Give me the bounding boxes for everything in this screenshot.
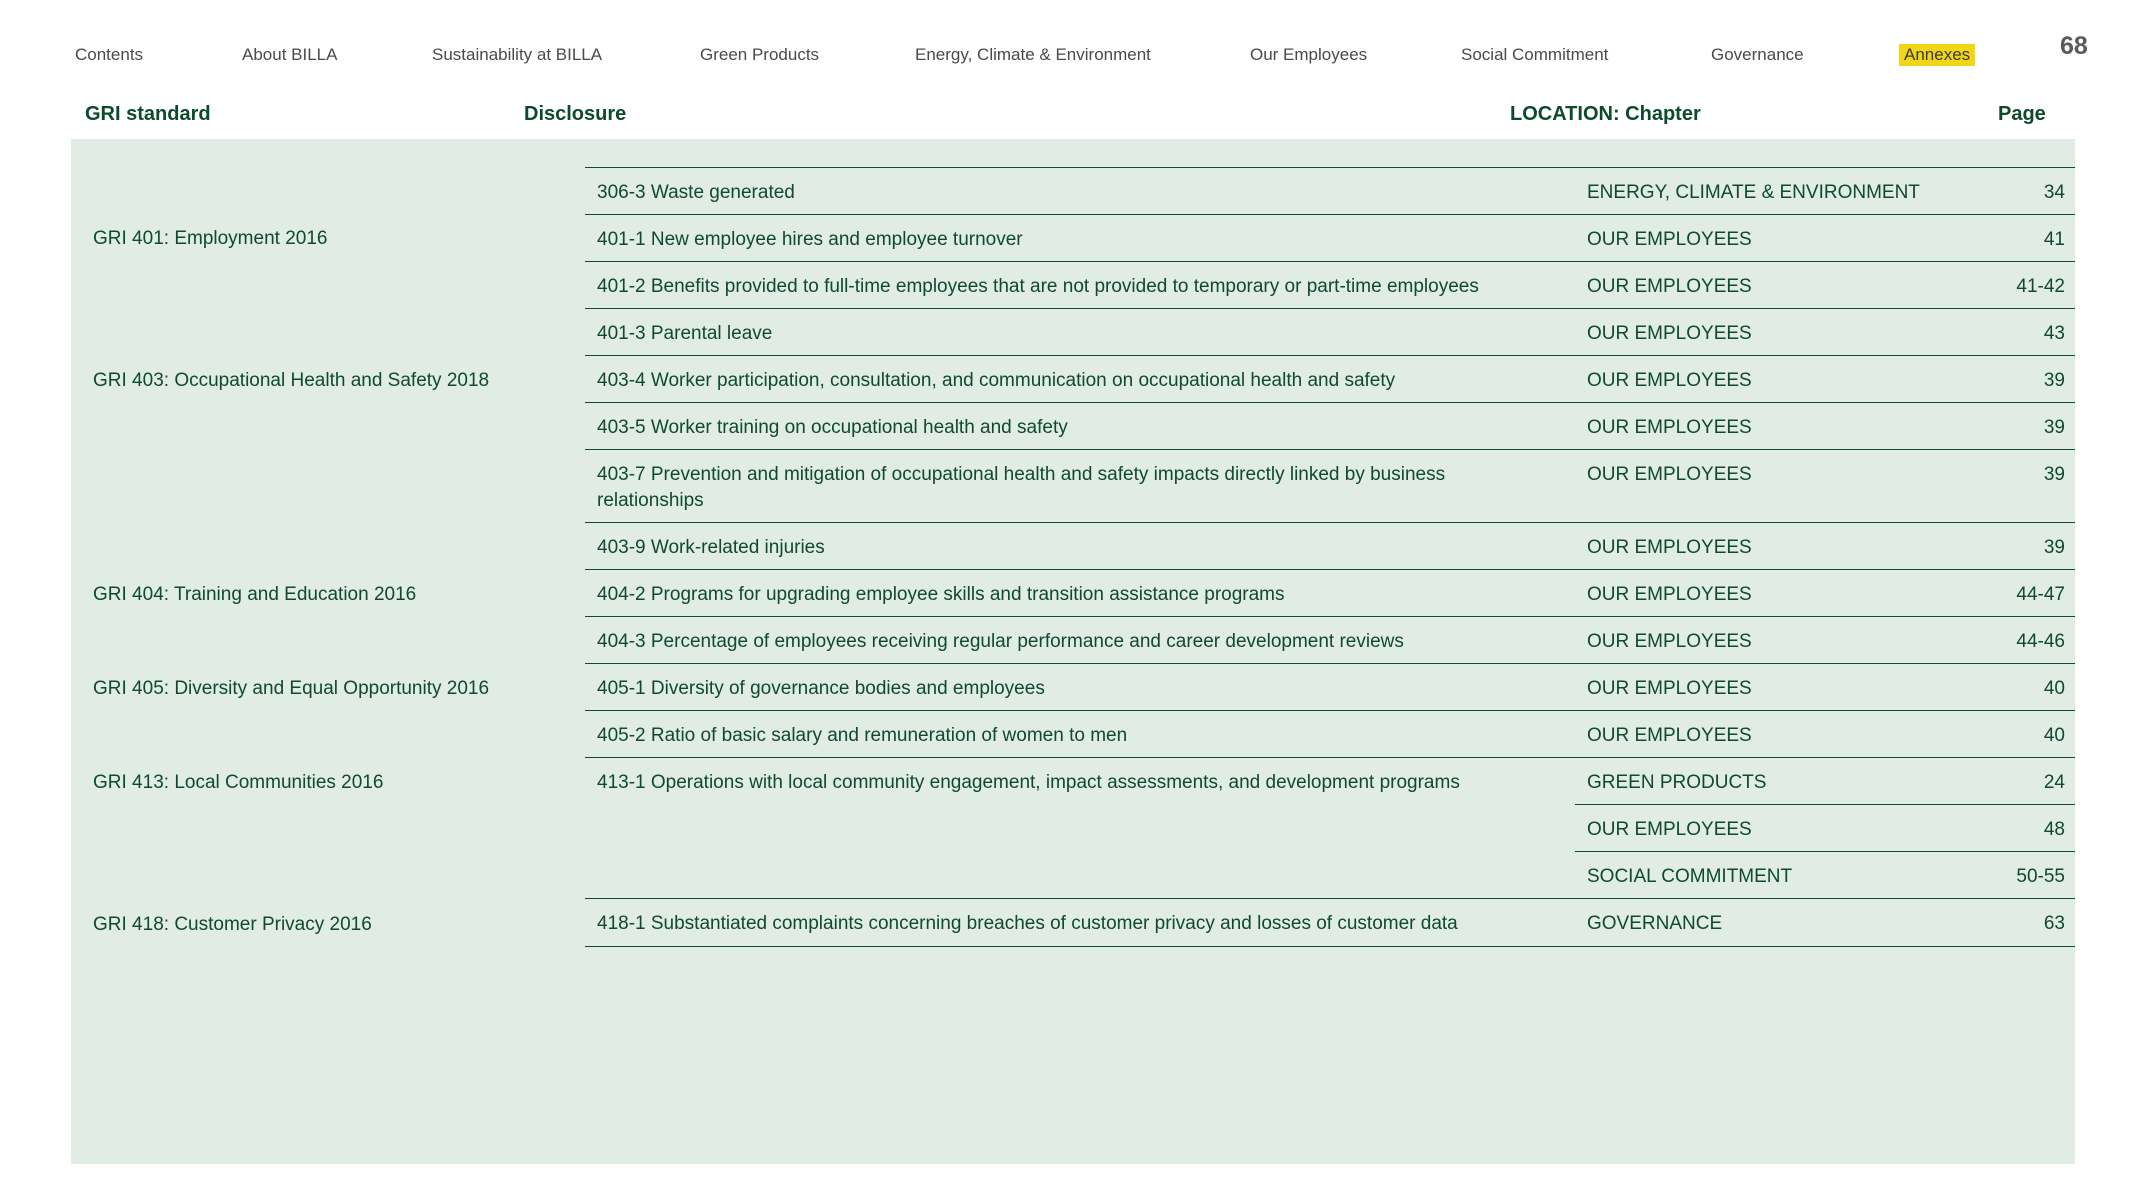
disclosure-cell: 403-4 Worker participation, consultation, and communication on occupational health and safety [597, 370, 1396, 391]
table-row [585, 898, 2075, 947]
page-cell: 24 [2043, 772, 2065, 793]
nav-sustainability[interactable]: Sustainability at BILLA [432, 45, 603, 64]
disclosure-cell: 306-3 Waste generated [597, 182, 795, 203]
nav-about-billa[interactable]: About BILLA [242, 45, 338, 64]
page-cell: 63 [2043, 913, 2065, 934]
chapter-cell: OUR EMPLOYEES [1587, 584, 1752, 605]
table-row [585, 402, 2075, 450]
disclosure-cell: 413-1 Operations with local community engagement, impact assessments, and development programs [597, 772, 1460, 793]
page-cell: 34 [2043, 182, 2065, 203]
page-cell: 39 [2043, 464, 2065, 485]
gri-standard-label: GRI 418: Customer Privacy 2016 [93, 914, 372, 935]
disclosure-cell: 404-2 Programs for upgrading employee skills and transition assistance programs [597, 584, 1285, 605]
nav-energy-climate-environment[interactable]: Energy, Climate & Environment [915, 45, 1151, 64]
chapter-cell: SOCIAL COMMITMENT [1587, 866, 1793, 887]
chapter-cell: OUR EMPLOYEES [1587, 537, 1752, 558]
nav-annexes[interactable]: Annexes [1899, 44, 1975, 66]
chapter-cell: OUR EMPLOYEES [1587, 370, 1752, 391]
table-row [585, 710, 2075, 758]
header-location-chapter: LOCATION: Chapter [1510, 103, 1701, 125]
gri-standard-label: GRI 413: Local Communities 2016 [93, 772, 384, 793]
header-disclosure: Disclosure [524, 103, 627, 125]
page-cell: 44-46 [2016, 631, 2065, 652]
disclosure-cell: 405-1 Diversity of governance bodies and employees [597, 678, 1045, 699]
header-page: Page [1998, 103, 2046, 125]
disclosure-cell: 403-5 Worker training on occupational health and safety [597, 417, 1068, 438]
chapter-cell: GOVERNANCE [1587, 913, 1723, 934]
disclosure-cell: 418-1 Substantiated complaints concerning breaches of customer privacy and losses of customer data [597, 913, 1458, 934]
chapter-cell: OUR EMPLOYEES [1587, 323, 1752, 344]
disclosure-cell: 403-9 Work-related injuries [597, 537, 825, 558]
chapter-cell: OUR EMPLOYEES [1587, 725, 1752, 746]
table-row [585, 449, 2075, 523]
chapter-cell: OUR EMPLOYEES [1587, 229, 1752, 250]
table-subrow [1575, 804, 2075, 852]
table-subrow [1575, 851, 2075, 899]
top-navigation [75, 44, 2133, 66]
page-cell: 41-42 [2016, 276, 2065, 297]
nav-our-employees[interactable]: Our Employees [1250, 45, 1368, 64]
table-row [585, 616, 2075, 664]
page-cell: 41 [2043, 229, 2065, 250]
disclosure-cell: 401-2 Benefits provided to full-time employees that are not provided to temporary or part-time employees [597, 276, 1479, 297]
page-cell: 40 [2043, 725, 2065, 746]
page-cell: 44-47 [2016, 584, 2065, 605]
chapter-cell: GREEN PRODUCTS [1587, 772, 1767, 793]
table-row [585, 569, 2075, 617]
disclosure-cell: 404-3 Percentage of employees receiving regular performance and career development reviews [597, 631, 1404, 652]
nav-social-commitment[interactable]: Social Commitment [1461, 45, 1609, 64]
page-number: 68 [2060, 32, 2088, 60]
chapter-cell: OUR EMPLOYEES [1587, 631, 1752, 652]
page-cell: 39 [2043, 370, 2065, 391]
table-row [585, 522, 2075, 570]
table-row [585, 757, 2075, 899]
gri-standard-label: GRI 405: Diversity and Equal Opportunity 2016 [93, 678, 490, 699]
disclosure-cell: 403-7 Prevention and mitigation of occupational health and safety impacts directly linked by business relationships [597, 464, 1446, 511]
table-row [585, 214, 2075, 262]
disclosure-cell: 405-2 Ratio of basic salary and remuneration of women to men [597, 725, 1128, 746]
page-cell: 39 [2043, 537, 2065, 558]
gri-standard-label: GRI 404: Training and Education 2016 [93, 584, 417, 605]
page-cell: 48 [2043, 819, 2065, 840]
disclosure-cell: 401-3 Parental leave [597, 323, 773, 344]
chapter-cell: OUR EMPLOYEES [1587, 819, 1752, 840]
chapter-cell: OUR EMPLOYEES [1587, 464, 1752, 485]
table-row [585, 308, 2075, 356]
chapter-cell: OUR EMPLOYEES [1587, 417, 1752, 438]
nav-contents[interactable]: Contents [75, 45, 144, 64]
table-row [585, 355, 2075, 403]
gri-standard-label: GRI 403: Occupational Health and Safety 2018 [93, 370, 490, 391]
nav-governance[interactable]: Governance [1711, 45, 1804, 64]
nav-green-products[interactable]: Green Products [700, 45, 820, 64]
table-row [585, 261, 2075, 309]
chapter-cell: ENERGY, CLIMATE & ENVIRONMENT [1587, 182, 1920, 203]
page-cell: 50-55 [2016, 866, 2065, 887]
chapter-cell: OUR EMPLOYEES [1587, 678, 1752, 699]
gri-index-table [71, 139, 2075, 1164]
page-cell: 43 [2043, 323, 2065, 344]
disclosure-cell: 401-1 New employee hires and employee turnover [597, 229, 1023, 250]
chapter-cell: OUR EMPLOYEES [1587, 276, 1752, 297]
page-cell: 39 [2043, 417, 2065, 438]
gri-standard-label: GRI 401: Employment 2016 [93, 228, 328, 249]
table-row [585, 663, 2075, 711]
page-cell: 40 [2043, 678, 2065, 699]
header-gri-standard: GRI standard [85, 103, 211, 125]
table-row [585, 167, 2075, 215]
